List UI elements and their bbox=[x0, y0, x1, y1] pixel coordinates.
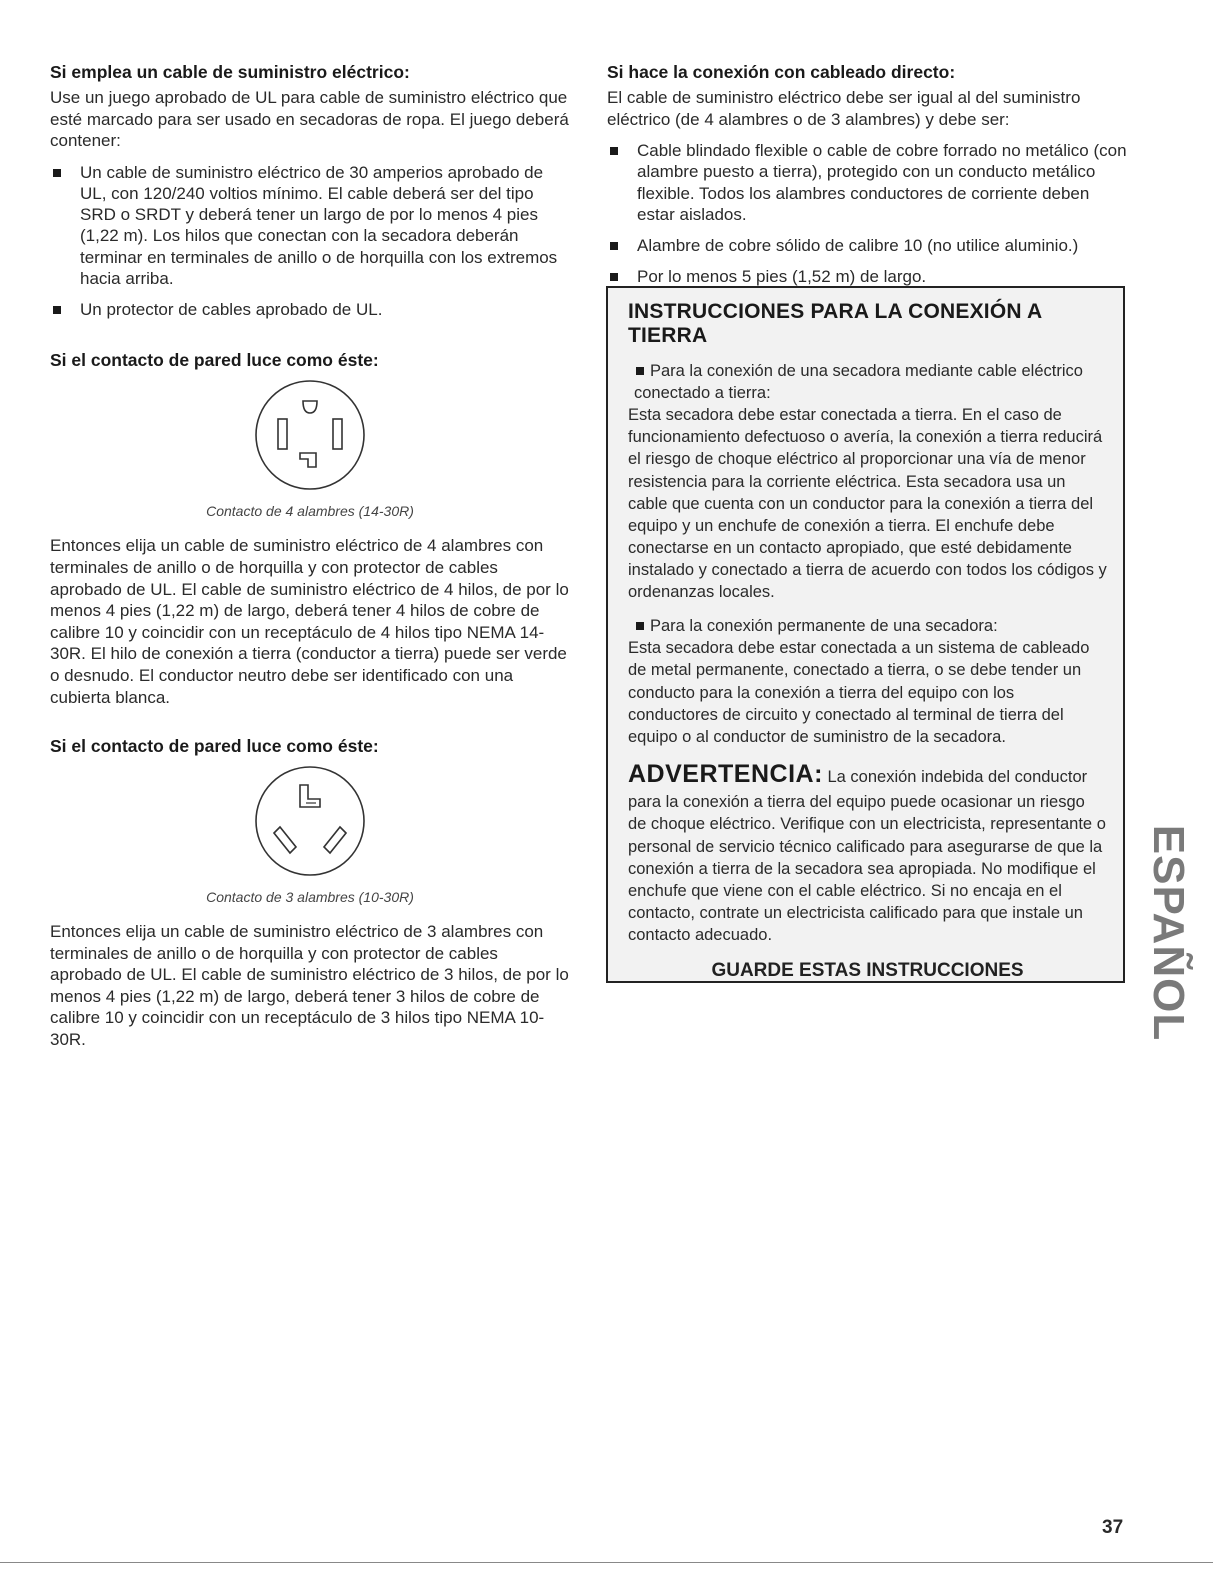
grounding-cord-lead: Para la conexión de una secadora mediante cable eléctrico conectado a tierra: bbox=[634, 362, 1083, 403]
direct-wire-intro: El cable de suministro eléctrico debe ser igual al del suministro eléctrico (de 4 alambres o de 3 alambres) y debe ser: bbox=[607, 88, 1081, 129]
outlet-3wire-icon bbox=[250, 761, 370, 881]
outlet-3wire-figure bbox=[50, 761, 570, 905]
bottom-rule bbox=[0, 1562, 1213, 1563]
list-item: Un protector de cables aprobado de UL. bbox=[50, 299, 570, 320]
left-column bbox=[50, 62, 570, 1051]
bullet-icon bbox=[53, 169, 61, 177]
figure-caption: Contacto de 4 alambres (14-30R) bbox=[206, 503, 414, 520]
bullet-icon bbox=[610, 242, 618, 250]
permanent-connection-lead: Para la conexión permanente de una secadora: bbox=[628, 615, 1107, 637]
language-tab bbox=[1143, 808, 1193, 1058]
bullet-icon bbox=[636, 622, 644, 630]
power-cord-intro: Use un juego aprobado de UL para cable de suministro eléctrico que esté marcado para ser usado en secadoras de ropa. El juego deberá contener: bbox=[50, 88, 569, 151]
warning-text: La conexión indebida del conductor para la conexión a tierra del equipo puede ocasionar un riesgo de choque eléctrico. Verifique con un electricista, representante o personal de servicio técnico calificado para asegurarse de que la conexión a tierra de la secadora sea apropiada. No modifique el enchufe que viene con el cable eléctrico. Si no encaja en el contacto, contrate un electricista calificado para que instale un contacto adecuado. bbox=[628, 767, 1106, 945]
list-item: Por lo menos 5 pies (1,52 m) de largo. bbox=[607, 266, 1127, 287]
page-number: 37 bbox=[1102, 1517, 1124, 1538]
bullet-icon bbox=[610, 273, 618, 281]
bullet-icon bbox=[636, 367, 644, 375]
direct-wire-list bbox=[607, 140, 1127, 288]
save-instructions: GUARDE ESTAS INSTRUCCIONES bbox=[711, 960, 1024, 982]
outlet-4wire-text: Entonces elija un cable de suministro eléctrico de 4 alambres con terminales de anillo o de horquilla y con protector de cables aprobado de UL. El cable de suministro eléctrico de 4 hilos, de por lo menos 4 pies (1,22 m) de largo, deberá tener 4 hilos de cobre de calibre 10 y coincidir con un receptáculo de 4 hilos tipo NEMA 14-30R. El hilo de conexión a tierra (conductor a tierra) puede ser verde o desnudo. El conductor neutro debe ser identificado con una cubierta blanca. bbox=[50, 536, 569, 707]
section-heading-direct-wire: Si hace la conexión con cableado directo: bbox=[607, 62, 956, 82]
right-column bbox=[607, 62, 1127, 298]
box-title: INSTRUCCIONES PARA LA CONEXIÓN A TIERRA bbox=[628, 300, 1042, 347]
outlet-4wire-icon bbox=[250, 375, 370, 495]
warning-paragraph bbox=[628, 758, 1107, 946]
list-item: Un cable de suministro eléctrico de 30 amperios aprobado de UL, con 120/240 voltios mínimo. El cable deberá ser del tipo SRD o SRDT y deberá tener un largo de por lo menos 4 pies (1,22 m). Los hilos que conectan con la secadora deberán terminar en terminales de anillo o de horquilla con los extremos hacia arriba. bbox=[50, 162, 570, 290]
grounding-instructions-box bbox=[606, 286, 1125, 983]
outlet-4wire-figure bbox=[50, 375, 570, 519]
list-item: Alambre de cobre sólido de calibre 10 (no utilice aluminio.) bbox=[607, 235, 1127, 256]
section-heading-outlet-4wire: Si el contacto de pared luce como éste: bbox=[50, 350, 379, 371]
figure-caption: Contacto de 3 alambres (10-30R) bbox=[206, 889, 414, 906]
permanent-connection-text: Esta secadora debe estar conectada a un sistema de cableado de metal permanente, conectado a tierra, o se debe tender un conducto para la conexión a tierra del equipo con los conductores de circuito y conectado al terminal de tierra del equipo o al conductor de suministro de la secadora. bbox=[628, 639, 1090, 746]
grounding-cord-text: Esta secadora debe estar conectada a tierra. En el caso de funcionamiento defectuoso o avería, la conexión a tierra reducirá el riesgo de choque eléctrico al proporcionar una vía de menor resistencia para la corriente eléctrica. Esta secadora usa un cable que cuenta con un conductor para la conexión a tierra del equipo y un enchufe de conexión a tierra. El enchufe debe conectarse en un contacto apropiado, que esté debidamente instalado y conectado a tierra de acuerdo con todos los códigos y ordenanzas locales. bbox=[628, 406, 1107, 602]
language-tab-label: ESPAÑOL bbox=[1144, 824, 1193, 1042]
bullet-icon bbox=[53, 306, 61, 314]
section-heading-outlet-3wire: Si el contacto de pared luce como éste: bbox=[50, 736, 379, 757]
list-item: Cable blindado flexible o cable de cobre forrado no metálico (con alambre puesto a tierra), protegido con un conducto metálico flexible. Todos los alambres conductores de corriente deben estar aislados. bbox=[607, 140, 1127, 225]
outlet-3wire-text: Entonces elija un cable de suministro eléctrico de 3 alambres con terminales de anillo o de horquilla y con protector de cables aprobado de UL. El cable de suministro eléctrico de 3 hilos, de por lo menos 4 pies (1,22 m) de largo, deberá tener 3 hilos de cobre de calibre 10 y coincidir con un receptáculo de 3 hilos tipo NEMA 10-30R. bbox=[50, 922, 569, 1049]
bullet-icon bbox=[610, 147, 618, 155]
warning-label: ADVERTENCIA: bbox=[628, 759, 823, 788]
power-cord-list bbox=[50, 162, 570, 321]
section-heading-power-cord: Si emplea un cable de suministro eléctrico: bbox=[50, 62, 410, 82]
